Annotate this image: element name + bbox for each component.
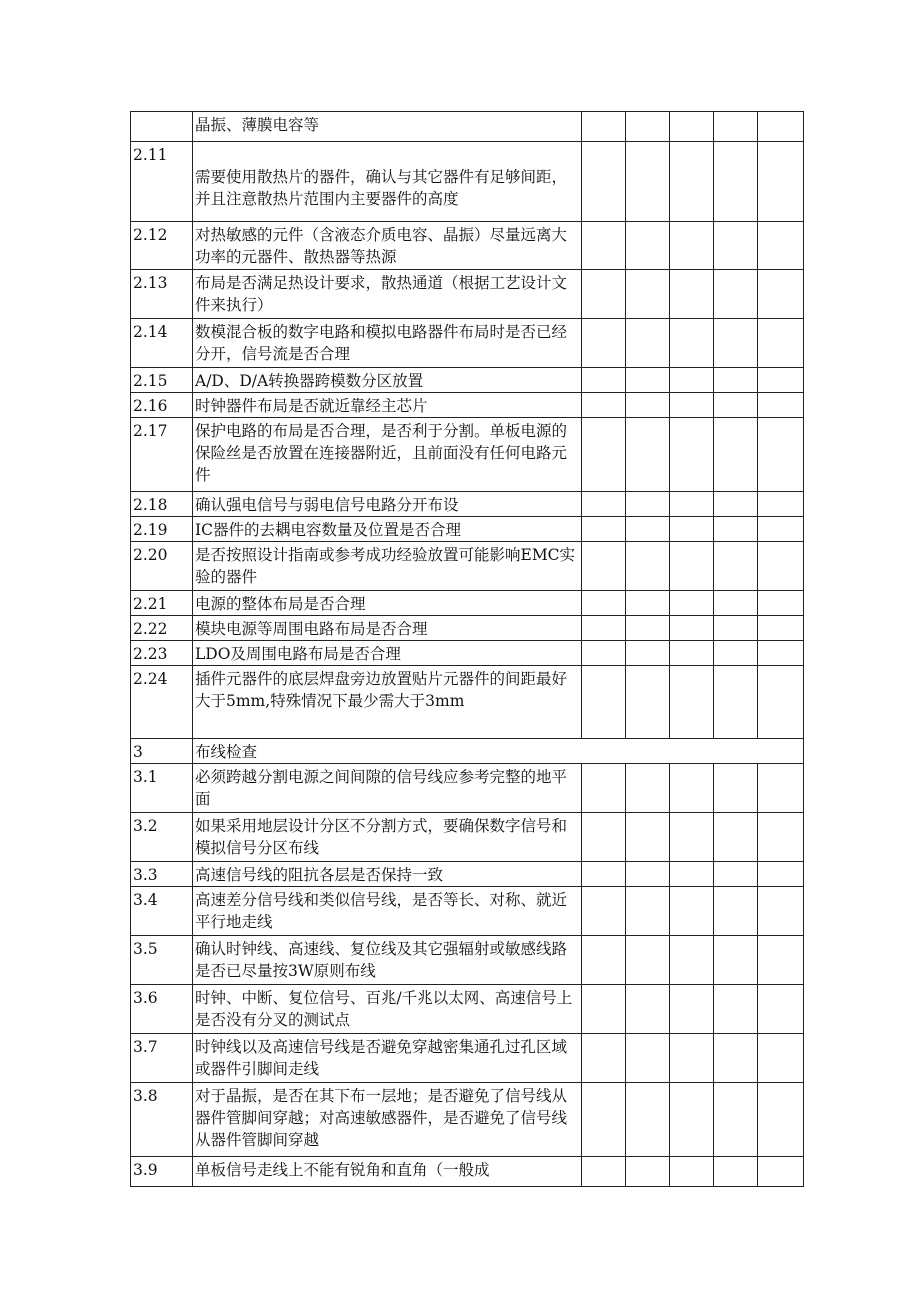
item-description: 数模混合板的数字电路和模拟电路器件布局时是否已经分开，信号流是否合理 xyxy=(193,319,582,368)
checklist-row xyxy=(131,319,804,368)
check-cell[interactable] xyxy=(670,985,714,1034)
check-cell[interactable] xyxy=(670,591,714,616)
check-cell[interactable] xyxy=(670,862,714,887)
check-cell[interactable] xyxy=(626,1157,670,1187)
checklist-row xyxy=(131,985,804,1034)
check-cell[interactable] xyxy=(582,112,626,142)
check-cell[interactable] xyxy=(714,142,758,222)
check-cell[interactable] xyxy=(670,936,714,985)
check-cell[interactable] xyxy=(758,393,804,418)
check-cell[interactable] xyxy=(670,641,714,666)
check-cell[interactable] xyxy=(758,1034,804,1083)
item-number: 2.15 xyxy=(131,368,193,393)
check-cell[interactable] xyxy=(582,492,626,517)
check-cell[interactable] xyxy=(714,985,758,1034)
item-number: 2.11 xyxy=(131,142,193,222)
checklist-row xyxy=(131,813,804,862)
check-cell[interactable] xyxy=(714,862,758,887)
item-description: 晶振、薄膜电容等 xyxy=(193,112,582,142)
item-description: 高速信号线的阻抗各层是否保持一致 xyxy=(193,862,582,887)
item-number: 2.16 xyxy=(131,393,193,418)
check-cell[interactable] xyxy=(582,862,626,887)
check-cell[interactable] xyxy=(582,813,626,862)
check-cell[interactable] xyxy=(758,542,804,591)
check-cell[interactable] xyxy=(714,936,758,985)
check-cell[interactable] xyxy=(670,319,714,368)
check-cell[interactable] xyxy=(714,1034,758,1083)
check-cell[interactable] xyxy=(670,1083,714,1157)
check-cell[interactable] xyxy=(582,222,626,270)
check-cell[interactable] xyxy=(714,222,758,270)
item-description: 电源的整体布局是否合理 xyxy=(193,591,582,616)
check-cell[interactable] xyxy=(758,936,804,985)
check-cell[interactable] xyxy=(582,616,626,641)
checklist-row xyxy=(131,1083,804,1157)
checklist-row xyxy=(131,222,804,270)
item-description: 对于晶振，是否在其下布一层地；是否避免了信号线从器件管脚间穿越；对高速敏感器件，是否避免了信号线从器件管脚间穿越 xyxy=(193,1083,582,1157)
check-cell[interactable] xyxy=(582,641,626,666)
checklist-row xyxy=(131,764,804,813)
check-cell[interactable] xyxy=(758,319,804,368)
item-number: 2.18 xyxy=(131,492,193,517)
item-description: 时钟器件布局是否就近靠经主芯片 xyxy=(193,393,582,418)
check-cell[interactable] xyxy=(626,985,670,1034)
check-cell[interactable] xyxy=(714,813,758,862)
check-cell[interactable] xyxy=(582,985,626,1034)
check-cell[interactable] xyxy=(670,112,714,142)
check-cell[interactable] xyxy=(626,887,670,936)
item-number: 2.24 xyxy=(131,666,193,739)
check-cell[interactable] xyxy=(582,393,626,418)
check-cell[interactable] xyxy=(714,666,758,739)
item-description: 确认时钟线、高速线、复位线及其它强辐射或敏感线路是否已尽量按3W原则布线 xyxy=(193,936,582,985)
check-cell[interactable] xyxy=(758,112,804,142)
item-number: 3.7 xyxy=(131,1034,193,1083)
check-cell[interactable] xyxy=(626,1083,670,1157)
check-cell[interactable] xyxy=(582,887,626,936)
checklist-body xyxy=(131,112,804,1187)
check-cell[interactable] xyxy=(582,368,626,393)
check-cell[interactable] xyxy=(670,368,714,393)
item-number: 2.23 xyxy=(131,641,193,666)
item-number: 3.8 xyxy=(131,1083,193,1157)
check-cell[interactable] xyxy=(582,418,626,492)
item-description: 确认强电信号与弱电信号电路分开布设 xyxy=(193,492,582,517)
check-cell[interactable] xyxy=(582,142,626,222)
item-number: 3.6 xyxy=(131,985,193,1034)
section-title: 布线检查 xyxy=(193,739,804,764)
check-cell[interactable] xyxy=(626,666,670,739)
checklist-row xyxy=(131,666,804,739)
check-cell[interactable] xyxy=(626,542,670,591)
check-cell[interactable] xyxy=(582,1034,626,1083)
item-number: 2.20 xyxy=(131,542,193,591)
checklist-row xyxy=(131,393,804,418)
check-cell[interactable] xyxy=(714,517,758,542)
check-cell[interactable] xyxy=(626,492,670,517)
check-cell[interactable] xyxy=(758,142,804,222)
check-cell[interactable] xyxy=(670,492,714,517)
check-cell[interactable] xyxy=(582,666,626,739)
check-cell[interactable] xyxy=(582,542,626,591)
checklist-row xyxy=(131,1157,804,1187)
check-cell[interactable] xyxy=(670,222,714,270)
checklist-row xyxy=(131,368,804,393)
check-cell[interactable] xyxy=(714,270,758,319)
check-cell[interactable] xyxy=(758,222,804,270)
checklist-row xyxy=(131,142,804,222)
check-cell[interactable] xyxy=(626,862,670,887)
check-cell[interactable] xyxy=(758,418,804,492)
item-description: 是否按照设计指南或参考成功经验放置可能影响EMC实验的器件 xyxy=(193,542,582,591)
check-cell[interactable] xyxy=(582,1157,626,1187)
item-description: 插件元器件的底层焊盘旁边放置贴片元器件的间距最好大于5mm,特殊情况下最少需大于3mm xyxy=(193,666,582,739)
check-cell[interactable] xyxy=(626,616,670,641)
check-cell[interactable] xyxy=(758,813,804,862)
check-cell[interactable] xyxy=(758,641,804,666)
item-description: 时钟线以及高速信号线是否避免穿越密集通孔过孔区域或器件引脚间走线 xyxy=(193,1034,582,1083)
check-cell[interactable] xyxy=(670,517,714,542)
check-cell[interactable] xyxy=(758,591,804,616)
check-cell[interactable] xyxy=(714,1157,758,1187)
item-number: 3.1 xyxy=(131,764,193,813)
check-cell[interactable] xyxy=(582,764,626,813)
check-cell[interactable] xyxy=(714,418,758,492)
check-cell[interactable] xyxy=(582,591,626,616)
check-cell[interactable] xyxy=(626,418,670,492)
check-cell[interactable] xyxy=(714,887,758,936)
check-cell[interactable] xyxy=(626,1034,670,1083)
item-description: 如果采用地层设计分区不分割方式，要确保数字信号和模拟信号分区布线 xyxy=(193,813,582,862)
item-description: 对热敏感的元件（含液态介质电容、晶振）尽量远离大功率的元器件、散热器等热源 xyxy=(193,222,582,270)
checklist-row xyxy=(131,418,804,492)
check-cell[interactable] xyxy=(758,1083,804,1157)
check-cell[interactable] xyxy=(670,142,714,222)
check-cell[interactable] xyxy=(758,666,804,739)
item-description: 高速差分信号线和类似信号线，是否等长、对称、就近平行地走线 xyxy=(193,887,582,936)
item-number xyxy=(131,112,193,142)
checklist-table xyxy=(130,111,804,1187)
item-number: 3.4 xyxy=(131,887,193,936)
check-cell[interactable] xyxy=(758,492,804,517)
check-cell[interactable] xyxy=(582,270,626,319)
check-cell[interactable] xyxy=(582,1083,626,1157)
checklist-row xyxy=(131,492,804,517)
item-description: 时钟、中断、复位信号、百兆/千兆以太网、高速信号上是否没有分叉的测试点 xyxy=(193,985,582,1034)
check-cell[interactable] xyxy=(626,142,670,222)
checklist-row xyxy=(131,641,804,666)
item-number: 2.19 xyxy=(131,517,193,542)
item-description: 保护电路的布局是否合理，是否利于分割。单板电源的保险丝是否放置在连接器附近，且前面没有任何电路元件 xyxy=(193,418,582,492)
check-cell[interactable] xyxy=(714,368,758,393)
section-row xyxy=(131,739,804,764)
item-description: 必须跨越分割电源之间间隙的信号线应参考完整的地平面 xyxy=(193,764,582,813)
check-cell[interactable] xyxy=(714,1083,758,1157)
check-cell[interactable] xyxy=(758,616,804,641)
item-number: 2.13 xyxy=(131,270,193,319)
check-cell[interactable] xyxy=(670,542,714,591)
item-number: 2.12 xyxy=(131,222,193,270)
check-cell[interactable] xyxy=(626,764,670,813)
item-number: 3 xyxy=(131,739,193,764)
check-cell[interactable] xyxy=(626,319,670,368)
check-cell[interactable] xyxy=(626,112,670,142)
check-cell[interactable] xyxy=(626,591,670,616)
check-cell[interactable] xyxy=(670,418,714,492)
check-cell[interactable] xyxy=(670,270,714,319)
check-cell[interactable] xyxy=(582,936,626,985)
checklist-row xyxy=(131,270,804,319)
checklist-row xyxy=(131,591,804,616)
item-description: 布局是否满足热设计要求，散热通道（根据工艺设计文件来执行） xyxy=(193,270,582,319)
check-cell[interactable] xyxy=(758,985,804,1034)
check-cell[interactable] xyxy=(626,641,670,666)
check-cell[interactable] xyxy=(626,222,670,270)
checklist-row xyxy=(131,1034,804,1083)
check-cell[interactable] xyxy=(626,270,670,319)
item-description: A/D、D/A转换器跨模数分区放置 xyxy=(193,368,582,393)
check-cell[interactable] xyxy=(670,666,714,739)
check-cell[interactable] xyxy=(582,517,626,542)
item-description: 模块电源等周围电路布局是否合理 xyxy=(193,616,582,641)
item-description: IC器件的去耦电容数量及位置是否合理 xyxy=(193,517,582,542)
check-cell[interactable] xyxy=(670,887,714,936)
check-cell[interactable] xyxy=(714,616,758,641)
item-number: 2.21 xyxy=(131,591,193,616)
check-cell[interactable] xyxy=(714,112,758,142)
checklist-row xyxy=(131,862,804,887)
check-cell[interactable] xyxy=(582,319,626,368)
check-cell[interactable] xyxy=(758,764,804,813)
item-description: LDO及周围电路布局是否合理 xyxy=(193,641,582,666)
check-cell[interactable] xyxy=(626,368,670,393)
check-cell[interactable] xyxy=(670,764,714,813)
item-description: 单板信号走线上不能有锐角和直角（一般成 xyxy=(193,1157,582,1187)
item-number: 2.14 xyxy=(131,319,193,368)
checklist-row xyxy=(131,517,804,542)
check-cell[interactable] xyxy=(670,616,714,641)
checklist-row xyxy=(131,542,804,591)
check-cell[interactable] xyxy=(626,517,670,542)
check-cell[interactable] xyxy=(714,591,758,616)
item-number: 2.17 xyxy=(131,418,193,492)
check-cell[interactable] xyxy=(714,641,758,666)
check-cell[interactable] xyxy=(714,393,758,418)
item-number: 3.2 xyxy=(131,813,193,862)
check-cell[interactable] xyxy=(714,319,758,368)
check-cell[interactable] xyxy=(714,542,758,591)
check-cell[interactable] xyxy=(626,813,670,862)
item-description: 需要使用散热片的器件，确认与其它器件有足够间距，并且注意散热片范围内主要器件的高度 xyxy=(193,142,582,222)
item-number: 2.22 xyxy=(131,616,193,641)
check-cell[interactable] xyxy=(714,492,758,517)
checklist-row xyxy=(131,887,804,936)
check-cell[interactable] xyxy=(626,936,670,985)
checklist-row xyxy=(131,112,804,142)
check-cell[interactable] xyxy=(670,813,714,862)
check-cell[interactable] xyxy=(758,887,804,936)
check-cell[interactable] xyxy=(626,393,670,418)
check-cell[interactable] xyxy=(758,270,804,319)
check-cell[interactable] xyxy=(758,862,804,887)
check-cell[interactable] xyxy=(758,517,804,542)
item-number: 3.5 xyxy=(131,936,193,985)
check-cell[interactable] xyxy=(758,368,804,393)
check-cell[interactable] xyxy=(670,1157,714,1187)
item-number: 3.3 xyxy=(131,862,193,887)
check-cell[interactable] xyxy=(670,1034,714,1083)
check-cell[interactable] xyxy=(714,764,758,813)
checklist-row xyxy=(131,936,804,985)
checklist-row xyxy=(131,616,804,641)
check-cell[interactable] xyxy=(758,1157,804,1187)
item-number: 3.9 xyxy=(131,1157,193,1187)
check-cell[interactable] xyxy=(670,393,714,418)
